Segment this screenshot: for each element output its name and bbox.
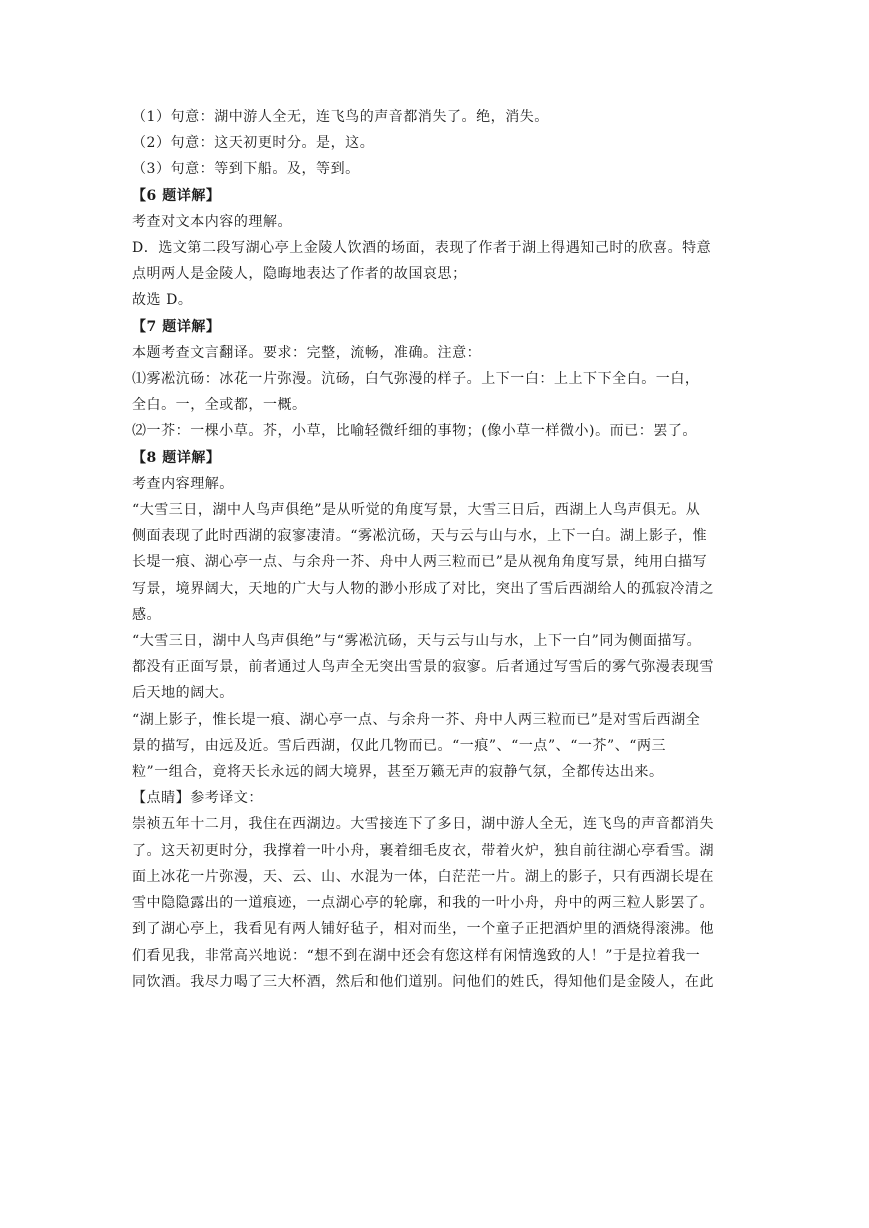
text-line: 面上冰花一片弥漫，天、云、山、水混为一体，白茫茫一片。湖上的影子，只有西湖长堤在 (132, 868, 714, 885)
text-line: 雪中隐隐露出的一道痕迹，一点湖心亭的轮廓，和我的一叶小舟，舟中的两三粒人影罢了。 (132, 895, 714, 912)
text-line: （2）句意：这天初更时分。是，这。 (132, 135, 375, 152)
text-line: ⑵一芥：一棵小草。芥，小草，比喻轻微纤细的事物；(像小草一样微小)。而已：罢了。 (132, 423, 697, 440)
text-line: 写景，境界阔大，天地的广大与人物的渺小形成了对比，突出了雪后西湖给人的孤寂冷清之 (132, 580, 714, 597)
text-line: 点明两人是金陵人，隐晦地表达了作者的故国哀思； (132, 266, 467, 283)
text-line: 故选 D。 (132, 292, 193, 309)
text-line: 长堤一痕、湖心亭一点、与余舟一芥、舟中人两三粒而已”是从视角角度写景，纯用白描写 (132, 554, 708, 571)
text-line: 考查对文本内容的理解。 (132, 213, 293, 230)
text-line: 都没有正面写景，前者通过人鸟声全无突出雪景的寂寥。后者通过写雪后的雾气弥漫表现雪 (132, 659, 714, 676)
text-line: 到了湖心亭上，我看见有两人铺好毡子，相对而坐，一个童子正把酒炉里的酒烧得滚沸。他 (132, 921, 714, 938)
text-line: 【点睛】参考译文： (132, 790, 263, 807)
text-line: 考查内容理解。 (132, 475, 234, 492)
text-line: 景的描写，由远及近。雪后西湖，仅此几物而已。“一痕”、“一点”、“一芥”、“两三 (132, 737, 667, 754)
text-line: “湖上影子，惟长堤一痕、湖心亭一点、与余舟一芥、舟中人两三粒而已”是对雪后西湖全 (132, 711, 701, 728)
text-line: 本题考查文言翻译。要求：完整，流畅，准确。注意： (132, 344, 482, 361)
text-line: 后天地的阔大。 (132, 685, 234, 702)
text-line: 同饮酒。我尽力喝了三大杯酒，然后和他们道别。问他们的姓氏，得知他们是金陵人，在此 (132, 973, 714, 990)
text-line: ⑴雾凇沆砀：冰花一片弥漫。沆砀，白气弥漫的样子。上下一白：上上下下全白。一白， (132, 371, 700, 388)
text-line: 全白。一，全或都，一概。 (132, 397, 307, 414)
section-heading: 【7 题详解】 (132, 318, 221, 335)
text-line: “大雪三日，湖中人鸟声俱绝”是从听觉的角度写景，大雪三日后，西湖上人鸟声俱无。从 (132, 502, 701, 519)
text-line: 粒”一组合，竟将天长永远的阔大境界，甚至万籁无声的寂静气氛，全都传达出来。 (132, 764, 664, 781)
text-line: （3）句意：等到下船。及，等到。 (132, 161, 360, 178)
text-line: 侧面表现了此时西湖的寂寥凄清。“雾凇沆砀，天与云与山与水，上下一白。湖上影子，惟 (132, 528, 708, 545)
text-line: 崇祯五年十二月，我住在西湖边。大雪接连下了多日，湖中游人全无，连飞鸟的声音都消失 (132, 816, 714, 833)
section-heading: 【6 题详解】 (132, 187, 221, 204)
text-line: （1）句意：湖中游人全无，连飞鸟的声音都消失了。绝，消失。 (132, 109, 549, 125)
text-line: 们看见我，非常高兴地说：“想不到在湖中还会有您这样有闲情逸致的人！”于是拉着我一 (132, 947, 701, 964)
text-line: “大雪三日，湖中人鸟声俱绝”与“雾凇沆砀，天与云与山与水，上下一白”同为侧面描写。 (132, 633, 702, 650)
text-line: 感。 (132, 606, 162, 623)
document-body (132, 104, 738, 995)
section-heading: 【8 题详解】 (132, 449, 221, 466)
text-line: 了。这天初更时分，我撑着一叶小舟，裹着细毛皮衣，带着火炉，独自前往湖心亭看雪。湖 (132, 842, 714, 859)
text-line: D．选文第二段写湖心亭上金陵人饮酒的场面，表现了作者于湖上得遇知己时的欣喜。特意 (132, 240, 712, 257)
